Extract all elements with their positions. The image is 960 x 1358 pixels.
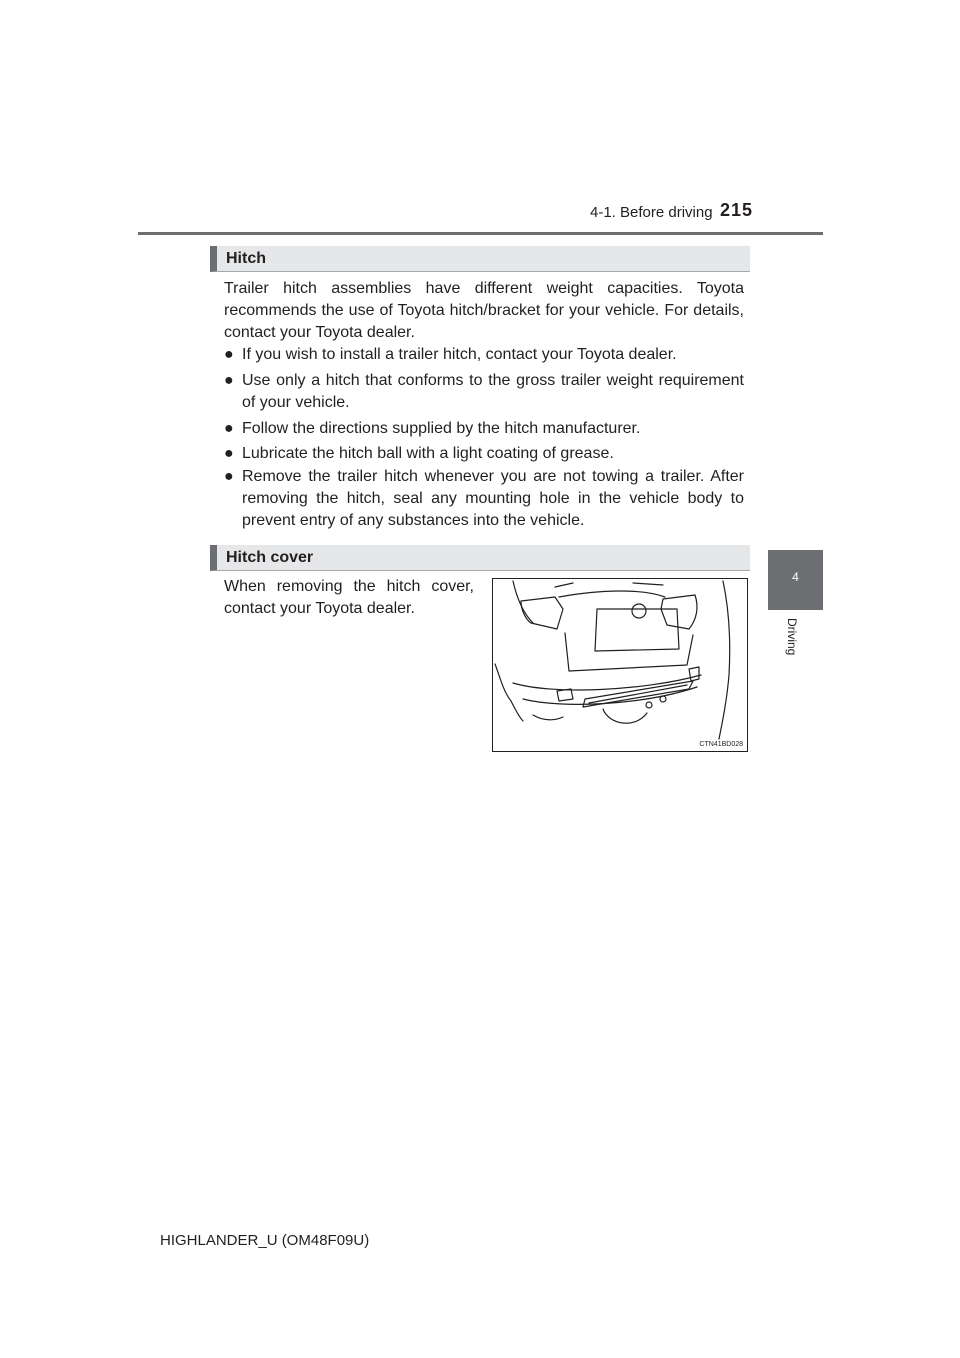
list-item-text: Lubricate the hitch ball with a light coating of grease. [242,445,614,462]
list-item [224,344,744,366]
chapter-number: 4 [792,570,799,584]
bullet-icon: ● [224,372,234,389]
page-number: 215 [720,200,754,220]
section-heading-label: Hitch cover [226,549,314,566]
vehicle-rear-illustration [492,578,748,752]
list-item-text: If you wish to install a trailer hitch, contact your Toyota dealer. [242,346,677,363]
bullet-icon: ● [224,445,234,462]
list-item [224,418,744,440]
list-item [224,370,744,414]
bullet-icon: ● [224,420,234,437]
list-item [224,443,744,465]
section-heading-label: Hitch [226,250,266,267]
illustration-code: CTN41BD028 [699,741,743,748]
hitch-intro-text: Trailer hitch assemblies have different weight capacities. Toyota recommends the use of Toyota hitch/bracket for your vehicle. For details, contact your Toyota dealer. [224,280,744,341]
list-item-text: Remove the trailer hitch whenever you are not towing a trailer. After removing the hitch, seal any mounting hole in the vehicle body to prevent entry of any substances into the vehicle. [242,468,744,529]
vehicle-rear-drawing [493,579,747,751]
section-heading-hitch [210,246,750,272]
chapter-title: Driving [785,618,799,656]
footer-model: HIGHLANDER_U (OM48F09U) [160,1232,370,1249]
bullet-icon: ● [224,468,234,485]
list-item [224,466,744,532]
list-item-text: Follow the directions supplied by the hitch manufacturer. [242,420,641,437]
list-item-text: Use only a hitch that conforms to the gross trailer weight requirement of your vehicle. [242,372,744,411]
header-rule [138,232,823,235]
hitch-cover-text: When removing the hitch cover, contact your Toyota dealer. [224,578,474,617]
section-heading-hitch-cover [210,545,750,571]
chapter-tab [768,550,823,610]
bullet-icon: ● [224,346,234,363]
header-section-title: 4-1. Before driving [590,204,713,221]
